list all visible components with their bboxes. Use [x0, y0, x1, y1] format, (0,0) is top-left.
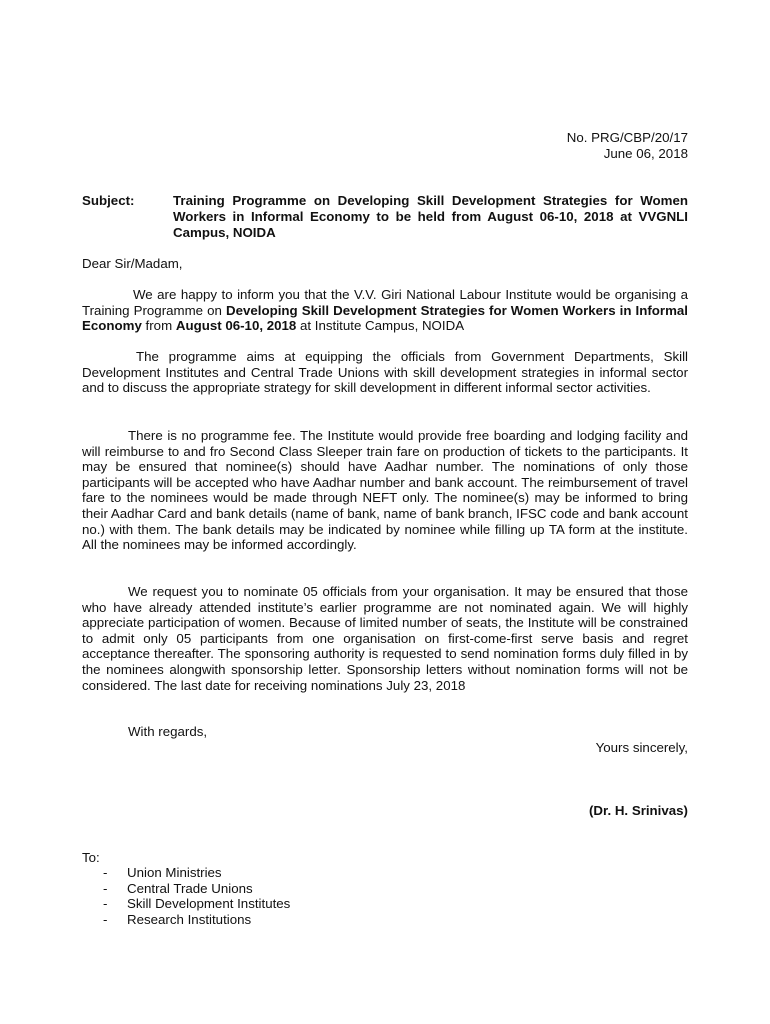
recipient-name: Skill Development Institutes: [127, 896, 291, 912]
paragraph-intro-text-2: from: [141, 318, 176, 334]
letter-date: June 06, 2018: [603, 146, 688, 161]
paragraph-fees: There is no programme fee. The Institute would provide free boarding and lodging facility and will reimburse to and fro Second Class Sleeper train fare on production of tickets to the participants. It may be ensured that nominee(s) should have Aadhar number. The nominations of only those participants will be accepted who have Aadhar number and bank account. The reimbursement of travel fare to the nominees would be made through NEFT only. The nominee(s) may be informed to bring their Aadhar Card and bank details (name of bank, name of bank branch, IFSC code and bank account no.) with them. The bank details may be indicated by nominee while filling up TA form at the institute. All the nominees may be informed accordingly.: [82, 428, 688, 553]
list-item: [103, 912, 290, 928]
to-label: To:: [82, 850, 100, 865]
reference-number: No. PRG/CBP/20/17: [566, 130, 688, 145]
paragraph-aims: The programme aims at equipping the officials from Government Departments, Skill Development Institutes and Central Trade Unions with skill development strategies in informal sector and to discuss the appropriate strategy for skill development in different informal sector activities.: [82, 349, 688, 396]
signatory-name: (Dr. H. Srinivas): [588, 803, 688, 818]
programme-dates: August 06-10, 2018: [175, 318, 297, 334]
paragraph-intro-text-3: at Institute Campus, NOIDA: [296, 318, 465, 334]
list-item: [103, 896, 290, 912]
list-dash: -: [103, 896, 108, 912]
list-dash: -: [103, 865, 108, 880]
list-dash: -: [103, 912, 108, 928]
list-item: [103, 865, 290, 881]
paragraph-intro: [82, 287, 688, 334]
paragraph-nominations: We request you to nominate 05 officials from your organisation. It may be ensured that those who have already attended institute’s earlier programme are not nominated again. We will highly appreciate participation of women. Because of limited number of seats, the Institute will be constrained to admit only 05 participants from one organisation on first-come-first serve basis and regret acceptance thereafter. The sponsoring authority is requested to send nomination forms duly filled in by the nominees alongwith sponsorship letter. Sponsorship letters without nomination forms will not be considered. The last date for receiving nominations July 23, 2018: [82, 584, 688, 693]
programme-title: Developing Skill Development Strategies for Women Workers in Informal Economy: [82, 302, 688, 334]
closing-sincerely: Yours sincerely,: [595, 740, 688, 755]
subject-block: [82, 193, 688, 241]
subject-text: Training Programme on Developing Skill Development Strategies for Women Workers in Informal Economy to be held from August 06-10, 2018 at VVGNLI Campus, NOIDA: [173, 193, 688, 240]
list-item: [103, 881, 290, 897]
recipient-name: Union Ministries: [127, 865, 222, 880]
reference-block: [567, 130, 688, 162]
list-dash: -: [103, 880, 108, 896]
paragraph-intro-text-1: We are happy to inform you that the V.V. Giri National Labour Institute would be organising a Training Programme on: [82, 287, 688, 318]
salutation: Dear Sir/Madam,: [82, 256, 183, 271]
recipient-name: Central Trade Unions: [127, 880, 253, 896]
recipient-list: [103, 865, 290, 928]
subject-label: Subject:: [82, 193, 135, 208]
closing-regards: With regards,: [128, 724, 208, 739]
recipient-name: Research Institutions: [127, 912, 252, 928]
